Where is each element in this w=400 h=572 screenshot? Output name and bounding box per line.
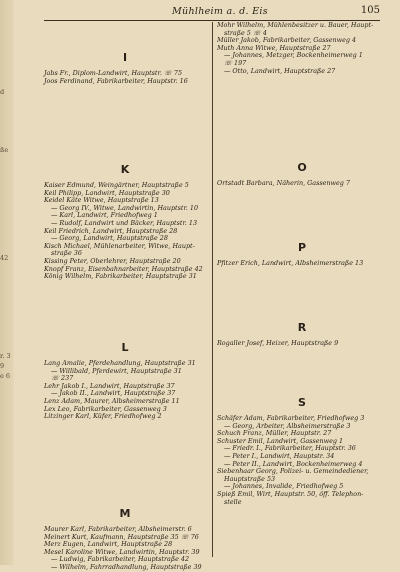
directory-entry: — Ludwig, Fabrikarbeiter, Hauptstraße 42: [51, 555, 190, 564]
directory-entry: — Karl, Landwirt, Friedhofweg 1: [51, 211, 158, 220]
section-letter: O: [297, 161, 307, 174]
directory-entry: — Georg IV., Witwe, Landwirtin, Hauptstr. 10: [51, 203, 199, 212]
directory-entry: straße 36: [51, 249, 82, 258]
letter-section: [44, 508, 206, 572]
directory-entry: Spieß Emil, Wirt, Hauptstr. 50, öff. Telephon-: [217, 489, 364, 498]
directory-entry: Lenz Adam, Maurer, Albsheimerstraße 11: [44, 396, 180, 405]
directory-entry: Keil Friedrich, Landwirt, Hauptstraße 28: [44, 226, 178, 235]
directory-entry: — Wilhelm, Fahrradhandlung, Hauptstraße 39: [51, 562, 202, 571]
directory-entry: Mohr Wilhelm, Mühlenbesitzer u. Bauer, Haupt-: [217, 21, 374, 29]
letter-section: [217, 322, 387, 348]
bleed-fragment: d: [0, 88, 5, 96]
directory-entry: stelle: [224, 497, 242, 506]
directory-entry: — Peter I., Landwirt, Hauptstr. 34: [224, 451, 335, 460]
directory-entry: ☏ 237: [51, 374, 74, 383]
directory-entry: Kaiser Edmund, Weingärtner, Hauptstraße 5: [44, 181, 189, 189]
section-letter: L: [121, 341, 129, 354]
bleed-fragment: ße: [0, 146, 9, 154]
section-letter: M: [119, 507, 131, 520]
directory-entry: straße 5 ☏ 4: [224, 28, 267, 37]
page-header: [44, 4, 380, 21]
directory-entry: Meinert Kurt, Kaufmann, Hauptstraße 35 ☏ 76: [44, 532, 199, 541]
bleed-fragment: r. 3: [0, 352, 11, 360]
letter-section: [44, 342, 206, 421]
bleed-fragment: 42: [0, 254, 9, 262]
directory-entry: — Peter II., Landwirt, Bockenheimerweg 4: [224, 459, 363, 468]
directory-entry: Kissing Peter, Oberlehrer, Hauptstraße 20: [44, 256, 181, 265]
directory-entry: — Georg, Arbeiter, Albsheimerstraße 3: [224, 421, 351, 430]
letter-section: [217, 242, 387, 268]
directory-entry: Litzinger Karl, Küfer, Friedhofweg 2: [44, 412, 162, 421]
directory-entry: Ortstadt Barbara, Näherin, Gassenweg 7: [217, 179, 350, 187]
section-letter: R: [297, 321, 307, 334]
directory-entry: Maurer Karl, Fabrikarbeiter, Albsheimerstr. 6: [44, 525, 192, 533]
directory-entry: Jabs Fr., Diplom-Landwirt, Hauptstr. ☏ 75: [44, 69, 183, 77]
directory-entry: Müller Jakob, Fabrikarbeiter, Gassenweg 4: [217, 36, 357, 45]
letter-section: [217, 162, 387, 188]
directory-entry: Mesel Karoline Witwe, Landwirtin, Hauptstr. 39: [44, 547, 200, 556]
directory-entry: — Rudolf, Landwirt und Bäcker, Hauptstr. 13: [51, 218, 198, 227]
section-letter: P: [297, 241, 307, 254]
letter-section: [44, 164, 206, 281]
directory-entry: — Johannes, Metzger, Bockenheimerweg 1: [224, 51, 363, 60]
directory-entry: Keidel Käte Witwe, Hauptstraße 13: [44, 196, 159, 205]
letter-section: [217, 22, 387, 75]
letter-section: [44, 52, 206, 85]
directory-entry: — Friedr. I., Fabrikarbeiter, Hauptstr. 36: [224, 444, 356, 453]
section-letter: I: [122, 51, 128, 64]
page-number: 105: [360, 5, 380, 16]
directory-entry: — Georg, Landwirt, Hauptstraße 28: [51, 234, 168, 243]
directory-entry: Schuch Franz, Müller, Hauptstr. 27: [217, 429, 332, 438]
directory-entry: Kisch Michael, Mühlenarbeiter, Witwe, Haupt-: [44, 241, 195, 250]
directory-entry: Schäfer Adam, Fabrikarbeiter, Friedhofweg 3: [217, 414, 365, 422]
directory-entry: Keil Philipp, Landwirt, Hauptstraße 30: [44, 188, 170, 197]
directory-entry: — Jakob II., Landwirt, Hauptstraße 37: [51, 389, 176, 398]
directory-entry: Lehr Jakob I., Landwirt, Hauptstraße 37: [44, 381, 175, 390]
directory-entry: ☏ 197: [224, 58, 247, 67]
directory-entry: Lang Amalie, Pferdehandlung, Hauptstraße 31: [44, 359, 196, 367]
directory-entry: — Johannes, Invalide, Friedhofweg 5: [224, 482, 344, 491]
directory-entry: Joos Ferdinand, Fabrikarbeiter, Hauptstr. 16: [44, 76, 188, 85]
section-letter: K: [120, 163, 130, 176]
column-divider: [212, 22, 213, 557]
bleed-fragment: 9: [0, 362, 5, 370]
directory-entry: Pfitzer Erich, Landwirt, Albsheimerstraße 13: [217, 259, 364, 267]
directory-entry: Siebenhaar Georg, Polizei- u. Gemeindediener,: [217, 467, 369, 476]
directory-entry: Merz Eugen, Landwirt, Hauptstraße 28: [44, 540, 173, 549]
adjacent-page-edge: [0, 0, 14, 565]
directory-entry: Muth Anna Witwe, Hauptstraße 27: [217, 43, 331, 52]
letter-section: [217, 397, 387, 506]
directory-entry: — Willibald, Pferdewirt, Hauptstraße 31: [51, 366, 182, 375]
directory-entry: Rogaller Josef, Heizer, Hauptstraße 9: [217, 339, 339, 347]
bleed-fragment: e 6: [0, 372, 11, 380]
directory-entry: Hauptstraße 53: [224, 474, 276, 483]
directory-entry: König Wilhelm, Fabrikarbeiter, Hauptstraße 31: [44, 272, 197, 281]
section-letter: S: [298, 396, 306, 409]
running-title: Mühlheim a. d. Eis: [172, 6, 268, 17]
directory-entry: Lex Leo, Fabrikarbeiter, Gassenweg 3: [44, 404, 167, 413]
directory-entry: — Otto, Landwirt, Hauptstraße 27: [224, 66, 336, 75]
directory-entry: Schuster Emil, Landwirt, Gassenweg 1: [217, 436, 344, 445]
directory-entry: Knopf Franz, Eisenbahnarbeiter, Hauptstraße 42: [44, 264, 203, 273]
